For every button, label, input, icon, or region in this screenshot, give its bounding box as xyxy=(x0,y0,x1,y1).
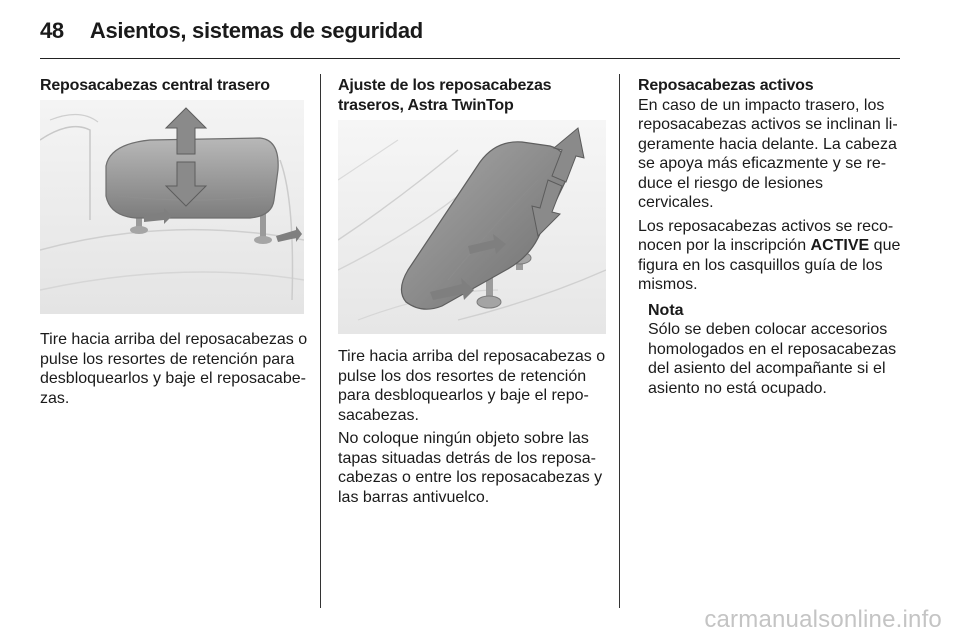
page-title: Asientos, sistemas de seguridad xyxy=(89,18,423,43)
active-headrests-description: En caso de un impacto trasero, los reposacabezas activos se inclinan ligeramente hacia delante. La cabeza se apoya más eficazmente y se reduce el riesgo de lesiones cervicales. xyxy=(638,96,898,211)
note-heading: Nota xyxy=(648,301,684,319)
section-heading-twintop-line1: Ajuste de los reposacabezas xyxy=(338,77,552,94)
twintop-instructions: Tire hacia arriba del reposacabezas o pulse los dos resortes de retención para desbloquearlos y baje el reposacabezas. xyxy=(338,348,606,424)
active-headrests-identification xyxy=(638,217,902,295)
watermark: carmanualsonline.info xyxy=(704,606,942,633)
figure-twintop-headrest xyxy=(338,120,606,334)
section-heading-active-headrests: Reposacabezas activos xyxy=(638,77,814,94)
twintop-headrest-illustration xyxy=(338,120,606,334)
active-id-text-before: Los reposacabezas activos se reconocen por la inscripción xyxy=(638,217,894,254)
column-divider-2 xyxy=(619,74,620,608)
active-id-text-after: que figura en los casquillos guía de los mismos. xyxy=(638,237,901,293)
column-2 xyxy=(338,76,606,115)
note-box xyxy=(648,301,902,399)
column-divider-1 xyxy=(320,74,321,608)
twintop-warning: No coloque ningún objeto sobre las tapas situadas detrás de los reposacabezas o entre los reposacabezas y las barras antivuelco. xyxy=(338,430,603,506)
note-body: Sólo se deben colocar accesorios homologados en el reposacabezas del asiento del acompañante si el asiento no está ocupado. xyxy=(648,321,897,397)
page-number: 48 xyxy=(40,18,64,43)
header-divider xyxy=(40,58,900,59)
central-headrest-text xyxy=(40,330,308,408)
central-headrest-illustration xyxy=(40,100,304,314)
section-heading-central-rear-headrest: Reposacabezas central trasero xyxy=(40,77,270,94)
figure-central-headrest xyxy=(40,100,304,314)
active-label: ACTIVE xyxy=(810,237,870,254)
column-1 xyxy=(40,76,304,96)
column-3 xyxy=(638,76,902,398)
section-heading-twintop-line2: traseros, Astra TwinTop xyxy=(338,96,514,114)
central-headrest-instructions: Tire hacia arriba del reposacabezas o pulse los resortes de retención para desbloquearlos y baje el reposacabezas. xyxy=(40,331,308,407)
page-header xyxy=(40,18,423,48)
twintop-headrest-text xyxy=(338,347,608,507)
